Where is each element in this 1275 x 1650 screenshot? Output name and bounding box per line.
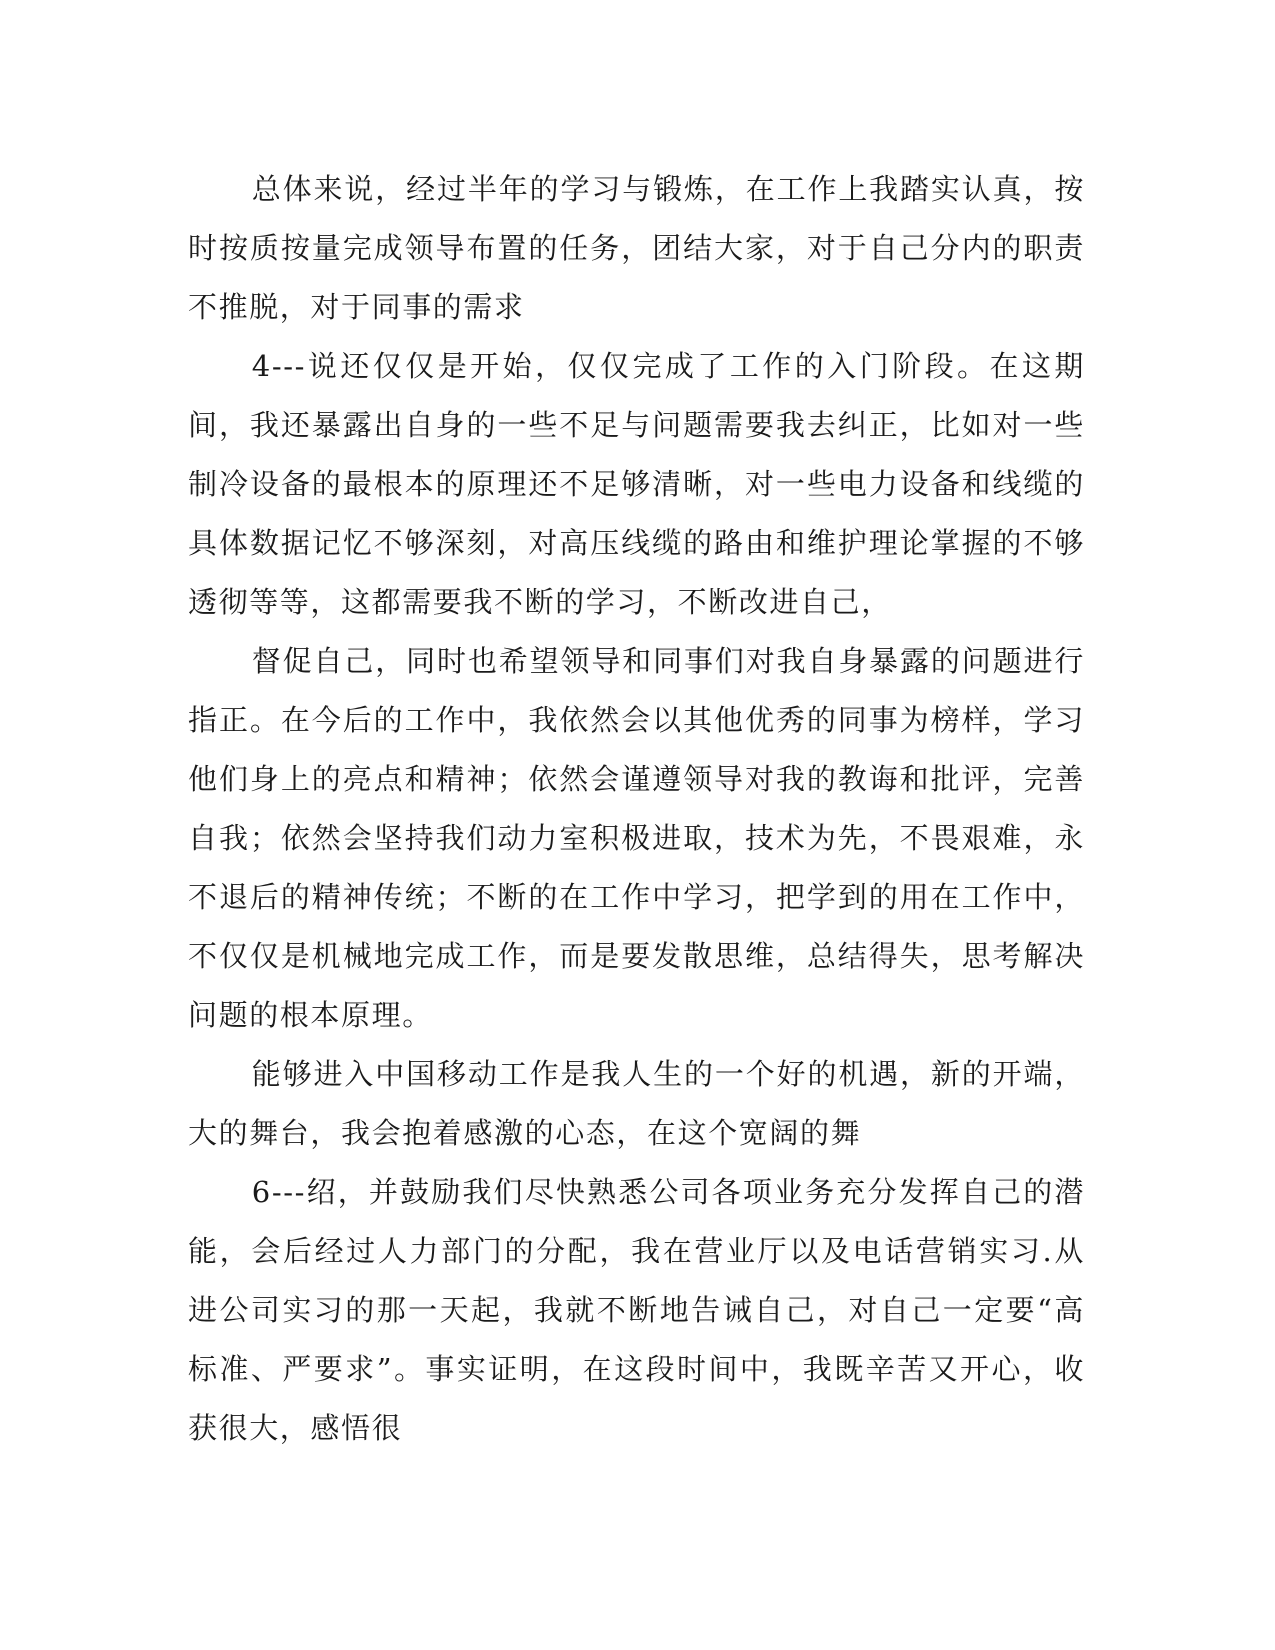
paragraph-shortcomings: 4---说还仅仅是开始，仅仅完成了工作的入门阶段。在这期间，我还暴露出自身的一些不足与问题需要我去纠正，比如对一些制冷设备的最根本的原理还不足够清晰，对一些电力设备和线缆的具体数据记忆不够深刻，对高压线缆的路由和维护理论掌握的不够透彻等等，这都需要我不断的学习，不断改进自己， — [188, 349, 1085, 619]
paragraph-opportunity: 能够进入中国移动工作是我人生的一个好的机遇，新的开端，大的舞台，我会抱着感激的心态，在这个宽阔的舞 — [188, 1057, 1085, 1150]
document-body — [188, 160, 1085, 1458]
paragraph-summary: 总体来说，经过半年的学习与锻炼，在工作上我踏实认真，按时按质按量完成领导布置的任务，团结大家，对于自己分内的职责不推脱，对于同事的需求 — [188, 172, 1085, 324]
paragraph-future-goals: 督促自己，同时也希望领导和同事们对我自身暴露的问题进行指正。在今后的工作中，我依然会以其他优秀的同事为榜样，学习他们身上的亮点和精神；依然会谨遵领导对我的教诲和批评，完善自我；依然会坚持我们动力室积极进取，技术为先，不畏艰难，永不退后的精神传统；不断的在工作中学习，把学到的用在工作中，不仅仅是机械地完成工作，而是要发散思维，总结得失，思考解决问题的根本原理。 — [188, 644, 1085, 1032]
paragraph-internship: 6---绍，并鼓励我们尽快熟悉公司各项业务充分发挥自己的潜能，会后经过人力部门的分配，我在营业厅以及电话营销实习.从进公司实习的那一天起，我就不断地告诫自己，对自己一定要“高标准、严要求”。事实证明，在这段时间中，我既辛苦又开心，收获很大，感悟很 — [188, 1175, 1085, 1445]
